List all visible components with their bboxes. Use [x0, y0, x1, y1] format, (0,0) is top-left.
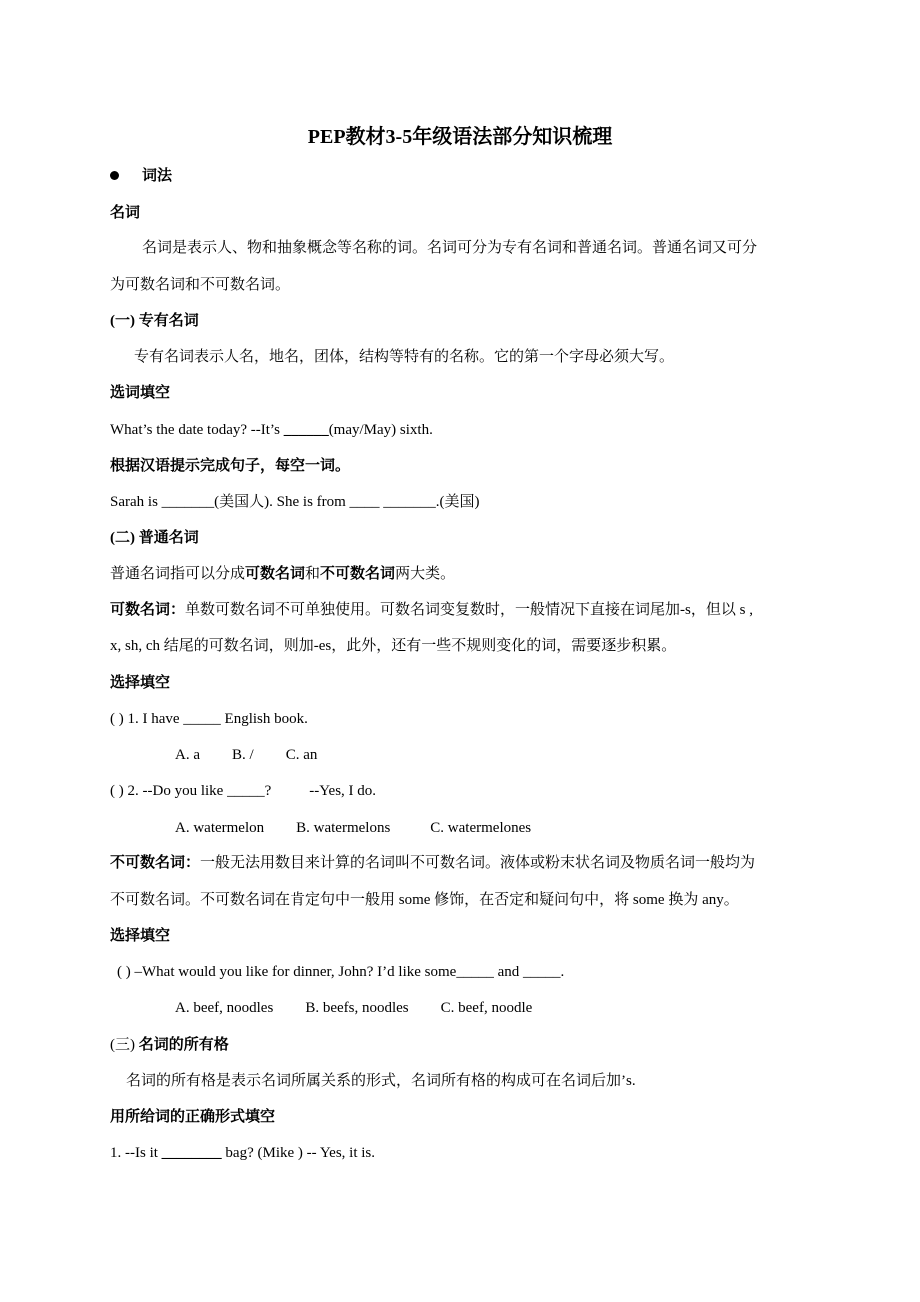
exercise-heading: 选词填空 [110, 385, 171, 401]
answer-paren: ( ) [110, 783, 124, 799]
exercise-sentence [110, 1143, 375, 1163]
uncountable-noun-line-1 [110, 853, 755, 873]
answer-paren: ( ) [110, 711, 124, 727]
desc-text: 普通名词指可以分成 [110, 566, 246, 582]
question-line [117, 962, 564, 982]
exercise-text: bag? (Mike ) -- Yes, it is. [221, 1145, 375, 1161]
possessive-desc: 名词的所有格是表示名词所属关系的形式，名词所有格的构成可在名词后加’s. [126, 1073, 636, 1089]
countable-noun-line-1 [110, 600, 753, 620]
common-noun-heading: (二) 普通名词 [110, 530, 199, 546]
option: C. watermelones [430, 820, 532, 836]
heading-text: 名词的所有格 [138, 1037, 229, 1053]
term-label: 可数名词： [110, 602, 186, 618]
option: A. a [175, 747, 200, 763]
countable-noun-line-2: x, sh, ch 结尾的可数名词，则加-es，此外，还有一些不规则变化的词，需要逐步积累。 [110, 638, 677, 654]
noun-intro-line-1: 名词是表示人、物和抽象概念等名称的词。名词可分为专有名词和普通名词。普通名词又可分 [142, 240, 758, 256]
section-heading: 词法 [142, 168, 173, 184]
question-line [110, 781, 376, 801]
page-title: PEP教材3-5年级语法部分知识梳理 [307, 126, 613, 148]
exercise-text: 1. --Is it [110, 1145, 162, 1161]
question-text: –What would you like for dinner, John? I’d like some_____ and _____. [134, 964, 565, 980]
option: B. watermelons [296, 820, 391, 836]
exercise-heading: 选择填空 [110, 928, 171, 944]
exercise-heading: 用所给词的正确形式填空 [110, 1109, 276, 1125]
option: B. / [232, 747, 254, 763]
question-line [110, 709, 308, 729]
answer-paren: ( ) [117, 964, 131, 980]
option: A. beef, noodles [175, 1000, 274, 1016]
option: B. beefs, noodles [305, 1000, 409, 1016]
uncountable-noun-line-2: 不可数名词。不可数名词在肯定句中一般用 some 修饰，在否定和疑问句中，将 some 换为 any。 [110, 892, 739, 908]
answer-blank: ______ [283, 422, 329, 438]
question-reply: --Yes, I do. [309, 783, 377, 799]
noun-intro-line-2: 为可数名词和不可数名词。 [110, 277, 291, 293]
options-line [175, 818, 531, 838]
proper-noun-desc: 专有名词表示人名，地名，团体，结构等特有的名称。它的第一个字母必须大写。 [134, 349, 675, 365]
answer-blank: ________ [161, 1145, 222, 1161]
possessive-heading [110, 1035, 229, 1055]
noun-heading: 名词 [110, 205, 141, 221]
option: C. beef, noodle [440, 1000, 533, 1016]
options-line [175, 998, 532, 1018]
option: C. an [285, 747, 318, 763]
heading-number: (三) [110, 1037, 139, 1053]
proper-noun-heading: (一) 专有名词 [110, 313, 199, 329]
common-noun-desc [110, 564, 455, 584]
desc-emphasis: 不可数名词 [320, 566, 396, 582]
desc-text: 和 [305, 566, 321, 582]
question-text: 1. I have _____ English book. [127, 711, 308, 727]
exercise-text: What’s the date today? --It’s [110, 422, 284, 438]
exercise-heading: 选择填空 [110, 675, 171, 691]
option: A. watermelon [175, 820, 265, 836]
desc-text: 两大类。 [395, 566, 456, 582]
term-desc: 一般无法用数目来计算的名词叫不可数名词。液体或粉末状名词及物质名词一般均为 [200, 855, 756, 871]
term-desc: 单数可数名词不可单独使用。可数名词变复数时，一般情况下直接在词尾加-s，但以 s , [185, 602, 753, 618]
options-line [175, 745, 317, 765]
question-text: 2. --Do you like _____? [127, 783, 272, 799]
exercise-sentence: Sarah is _______(美国人). She is from ____ _______.(美国) [110, 494, 480, 510]
desc-emphasis: 可数名词 [245, 566, 306, 582]
exercise-sentence [110, 420, 433, 440]
bullet-icon [110, 171, 119, 180]
term-label: 不可数名词： [110, 855, 201, 871]
exercise-heading: 根据汉语提示完成句子，每空一词。 [110, 458, 351, 474]
exercise-text: (may/May) sixth. [328, 422, 433, 438]
